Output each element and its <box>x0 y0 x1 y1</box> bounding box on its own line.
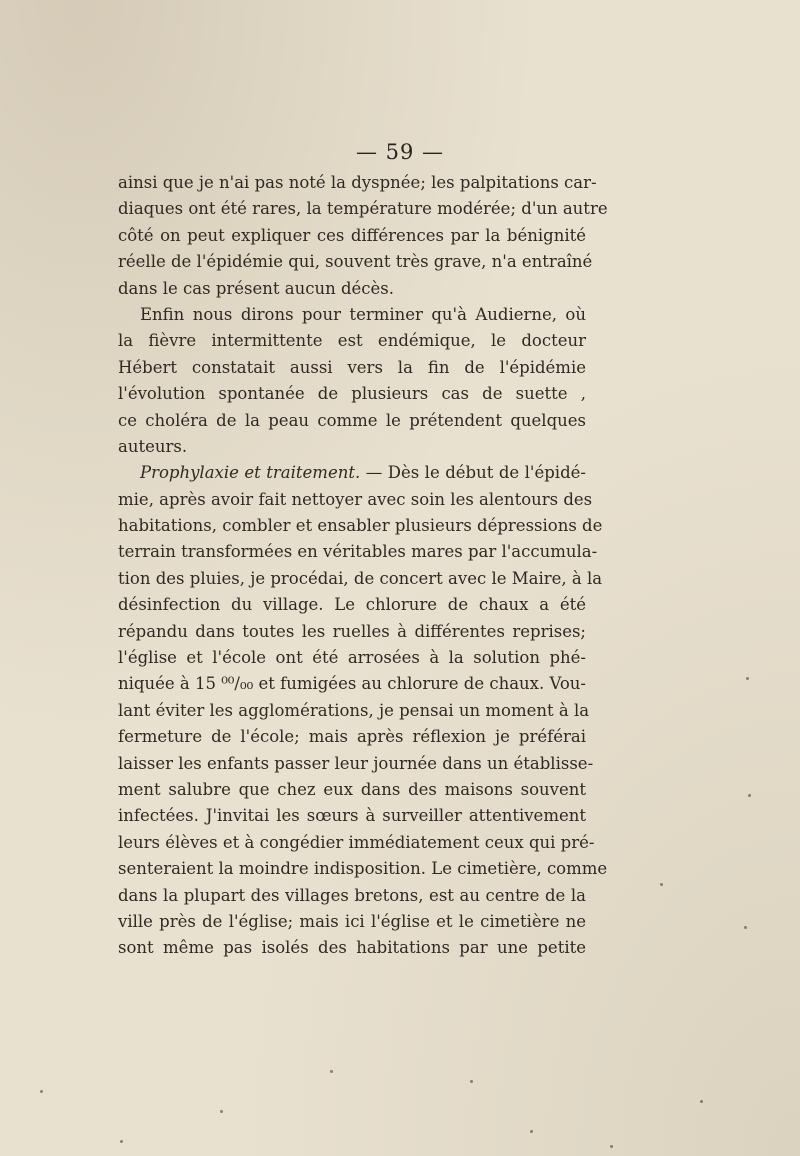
text-line: ce choléra de la peau comme le prétendent quelques <box>118 410 586 430</box>
text-line: côté on peut expliquer ces différences par la bénignité <box>118 225 586 245</box>
text-line: désinfection du village. Le chlorure de chaux a été <box>118 595 586 615</box>
paper-speck <box>700 1100 703 1103</box>
text-line: tion des pluies, je procédai, de concert avec le Maire, à la <box>118 568 603 588</box>
page-number: — 59 — <box>355 140 445 164</box>
text-line: niquée à 15 ⁰⁰/₀₀ et fumigées au chlorure de chaux. Vou- <box>118 674 586 694</box>
paper-speck <box>120 1140 123 1143</box>
section-heading: Prophylaxie et traitement. <box>140 463 361 483</box>
paper-speck <box>330 1070 333 1073</box>
paper-speck <box>746 677 749 680</box>
text-line: laisser les enfants passer leur journée dans un établisse- <box>118 753 594 773</box>
text-line-with-heading <box>118 460 586 486</box>
text-line: dans le cas présent aucun décès. <box>118 278 395 298</box>
body-text <box>118 170 608 962</box>
text-line: diaques ont été rares, la température modérée; d'un autre <box>118 199 608 219</box>
text-line: ment salubre que chez eux dans des maisons souvent <box>118 779 586 799</box>
paper-speck <box>470 1080 473 1083</box>
text-line: répandu dans toutes les ruelles à différentes reprises; <box>118 621 586 641</box>
text-line-rest: — Dès le début de l'épidé- <box>365 463 586 483</box>
paper-speck <box>610 1145 613 1148</box>
text-line: infectées. J'invitai les sœurs à surveiller attentivement <box>118 806 586 826</box>
paper-speck <box>748 794 751 797</box>
paper-speck <box>660 883 663 886</box>
text-line: Hébert constatait aussi vers la fin de l'épidémie <box>118 357 586 377</box>
text-line: Enfin nous dirons pour terminer qu'à Audierne, où <box>140 304 586 324</box>
text-line: senteraient la moindre indisposition. Le cimetière, comme <box>118 859 608 879</box>
text-line: lant éviter les agglomérations, je pensai un moment à la <box>118 700 590 720</box>
text-line: la fièvre intermittente est endémique, le docteur <box>118 331 586 351</box>
text-line: ville près de l'église; mais ici l'église et le cimetière ne <box>118 911 586 931</box>
text-line: mie, après avoir fait nettoyer avec soin les alentours des <box>118 489 593 509</box>
paper-speck <box>744 926 747 929</box>
text-line: dans la plupart des villages bretons, est au centre de la <box>118 885 586 905</box>
text-line: leurs élèves et à congédier immédiatement ceux qui pré- <box>118 832 595 852</box>
text-line: terrain transformées en véritables mares par l'accumula- <box>118 542 598 562</box>
paper-speck <box>220 1110 223 1113</box>
text-line: ainsi que je n'ai pas noté la dyspnée; les palpitations car- <box>118 173 597 192</box>
text-line: réelle de l'épidémie qui, souvent très grave, n'a entraîné <box>118 252 593 272</box>
text-line: sont même pas isolés des habitations par une petite <box>118 938 586 958</box>
text-line: habitations, combler et ensabler plusieurs dépressions de <box>118 516 603 536</box>
text-line: auteurs. <box>118 436 188 456</box>
text-line: l'évolution spontanée de plusieurs cas de suette , <box>118 384 586 404</box>
paper-speck <box>530 1130 533 1133</box>
text-line: fermeture de l'école; mais après réflexion je préférai <box>118 727 586 747</box>
text-line: l'église et l'école ont été arrosées à la solution phé- <box>118 648 586 668</box>
paper-speck <box>40 1090 43 1093</box>
